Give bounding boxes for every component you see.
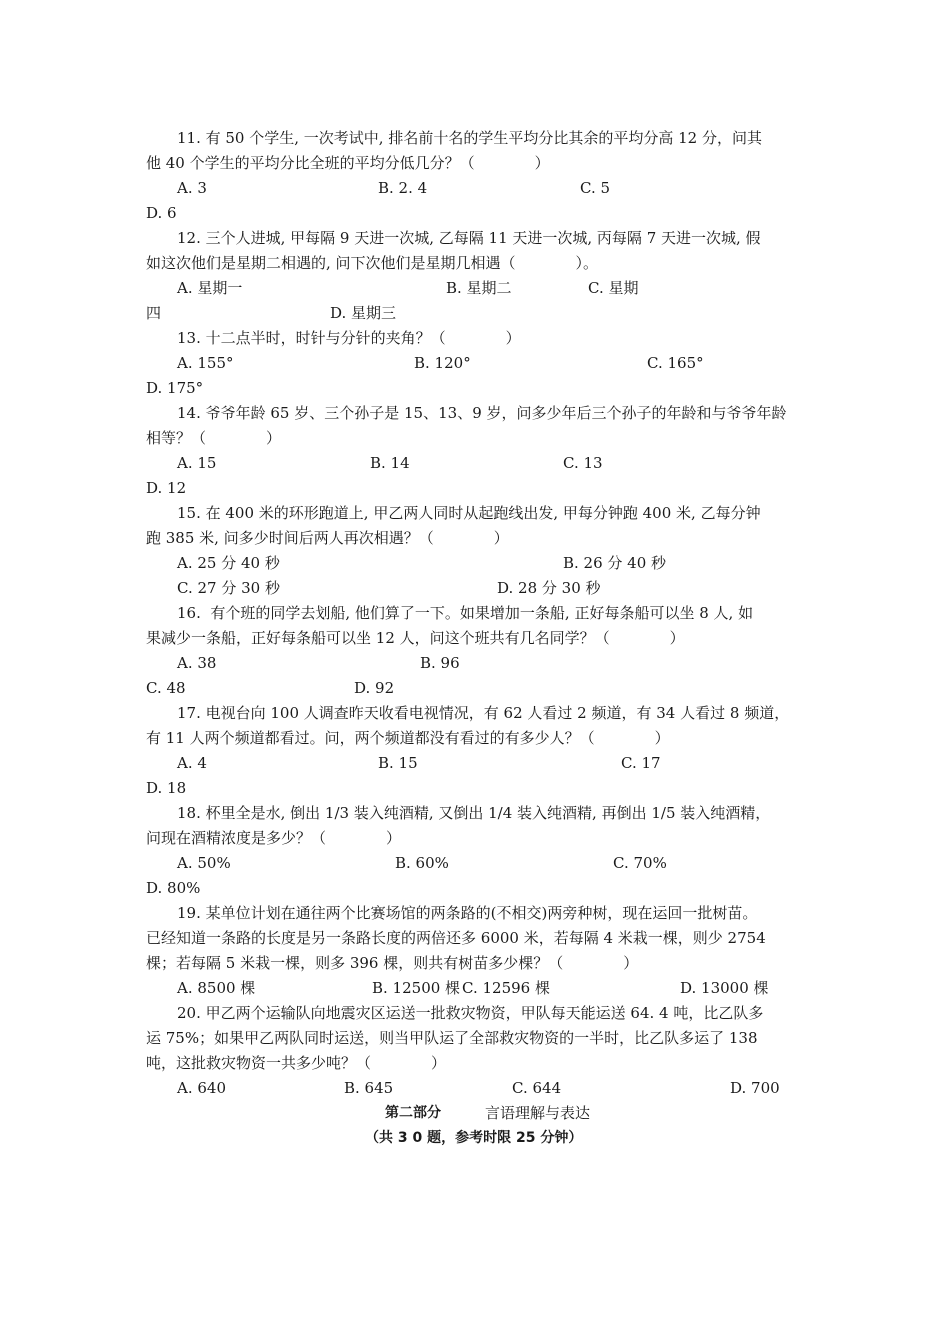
q15-stem-line-1: 15. 在 400 米的环形跑道上, 甲乙两人同时从起跑线出发, 甲每分钟跑 400 米, 乙每分钟: [177, 504, 761, 522]
q12-option-b: B. 星期二: [446, 279, 512, 297]
q16-option-b: B. 96: [420, 654, 460, 672]
q18-stem-line-2: 问现在酒精浓度是多少？（ ）: [146, 829, 402, 847]
q13-option-d: D. 175°: [146, 379, 204, 397]
q14-option-c: C. 13: [563, 454, 603, 472]
q15-option-a: A. 25 分 40 秒: [177, 554, 280, 572]
q20-option-c: C. 644: [512, 1079, 562, 1097]
q19-option-d: D. 13000 棵: [680, 979, 769, 997]
q11-option-a: A. 3: [177, 179, 207, 197]
q20-option-b: B. 645: [344, 1079, 394, 1097]
q16-option-a: A. 38: [177, 654, 217, 672]
q20-option-a: A. 640: [177, 1079, 226, 1097]
q18-option-a: A. 50%: [177, 854, 231, 872]
q11-option-b: B. 2. 4: [378, 179, 428, 197]
q13-stem-line-1: 13. 十二点半时，时针与分针的夹角？（ ）: [177, 329, 521, 347]
section-title: 第二部分: [385, 1105, 441, 1121]
q18-option-c: C. 70%: [613, 854, 667, 872]
q11-stem-line-2: 他 40 个学生的平均分比全班的平均分低几分？（ ）: [146, 154, 550, 172]
q12-stem-line-1: 12. 三个人进城, 甲每隔 9 天进一次城, 乙每隔 11 天进一次城, 丙每隔 7 天进一次城, 假: [177, 229, 761, 247]
q17-stem-line-2: 有 11 人两个频道都看过。问，两个频道都没有看过的有多少人？（ ）: [146, 729, 670, 747]
section-note: （共 3 0 题，参考时限 25 分钟）: [365, 1130, 583, 1146]
q19-stem-line-2: 已经知道一条路的长度是另一条路长度的两倍还多 6000 米，若每隔 4 米栽一棵，则少 2754: [146, 929, 766, 947]
q18-option-d: D. 80%: [146, 879, 201, 897]
q12-option-c-continued: 四: [146, 304, 162, 322]
q16-option-c: C. 48: [146, 679, 186, 697]
q19-option-a: A. 8500 棵: [177, 979, 256, 997]
q14-option-a: A. 15: [177, 454, 217, 472]
q17-option-b: B. 15: [378, 754, 418, 772]
q17-option-c: C. 17: [621, 754, 661, 772]
q11-stem-line-1: 11. 有 50 个学生, 一次考试中, 排名前十名的学生平均分比其余的平均分高 12 分，问其: [177, 129, 762, 147]
q12-option-c: C. 星期: [588, 279, 639, 297]
q16-option-d: D. 92: [354, 679, 395, 697]
q14-stem-line-1: 14. 爷爷年龄 65 岁、三个孙子是 15、13、9 岁，问多少年后三个孙子的年龄和与爷爷年龄: [177, 404, 787, 422]
q19-stem-line-1: 19. 某单位计划在通往两个比赛场馆的两条路的(不相交)两旁种树，现在运回一批树苗。: [177, 904, 758, 922]
q15-stem-line-2: 跑 385 米, 问多少时间后两人再次相遇？（ ）: [146, 529, 509, 547]
q17-stem-line-1: 17. 电视台向 100 人调查昨天收看电视情况，有 62 人看过 2 频道，有 34 人看过 8 频道，: [177, 704, 790, 722]
q15-option-d: D. 28 分 30 秒: [497, 579, 601, 597]
q12-stem-line-2: 如这次他们是星期二相遇的, 问下次他们是星期几相遇（ ）。: [146, 254, 599, 272]
q16-stem-line-1: 16. 有个班的同学去划船, 他们算了一下。如果增加一条船, 正好每条船可以坐 8 人, 如: [177, 604, 754, 622]
q15-option-b: B. 26 分 40 秒: [563, 554, 667, 572]
q15-option-c: C. 27 分 30 秒: [177, 579, 280, 597]
q20-stem-line-1: 20. 甲乙两个运输队向地震灾区运送一批救灾物资，甲队每天能运送 64. 4 吨，比乙队多: [177, 1004, 764, 1022]
q16-stem-line-2: 果减少一条船，正好每条船可以坐 12 人，问这个班共有几名同学？（ ）: [146, 629, 685, 647]
q18-stem-line-1: 18. 杯里全是水, 倒出 1/3 装入纯酒精, 又倒出 1/4 装入纯酒精, 再倒出 1/5 装入纯酒精，: [177, 804, 771, 822]
q20-stem-line-2: 运 75%；如果甲乙两队同时运送，则当甲队运了全部救灾物资的一半时，比乙队多运了 138: [146, 1029, 758, 1047]
q13-option-b: B. 120°: [414, 354, 471, 372]
q17-option-d: D. 18: [146, 779, 187, 797]
q19-stem-line-3: 棵；若每隔 5 米栽一棵，则多 396 棵，则共有树苗多少棵？（ ）: [146, 954, 639, 972]
q11-option-c: C. 5: [580, 179, 611, 197]
q19-option-b: B. 12500 棵: [372, 979, 461, 997]
q14-option-d: D. 12: [146, 479, 187, 497]
q12-option-a: A. 星期一: [177, 279, 243, 297]
q20-stem-line-3: 吨，这批救灾物资一共多少吨？（ ）: [146, 1054, 447, 1072]
q12-option-d: D. 星期三: [330, 304, 397, 322]
q14-stem-line-2: 相等？（ ）: [146, 429, 282, 447]
q19-option-c: C. 12596 棵: [462, 979, 550, 997]
q20-option-d: D. 700: [730, 1079, 780, 1097]
q11-option-d: D. 6: [146, 204, 177, 222]
q14-option-b: B. 14: [370, 454, 410, 472]
q13-option-c: C. 165°: [647, 354, 704, 372]
q18-option-b: B. 60%: [395, 854, 449, 872]
q17-option-a: A. 4: [177, 754, 207, 772]
section-subtitle: 言语理解与表达: [485, 1104, 591, 1122]
q13-option-a: A. 155°: [177, 354, 234, 372]
